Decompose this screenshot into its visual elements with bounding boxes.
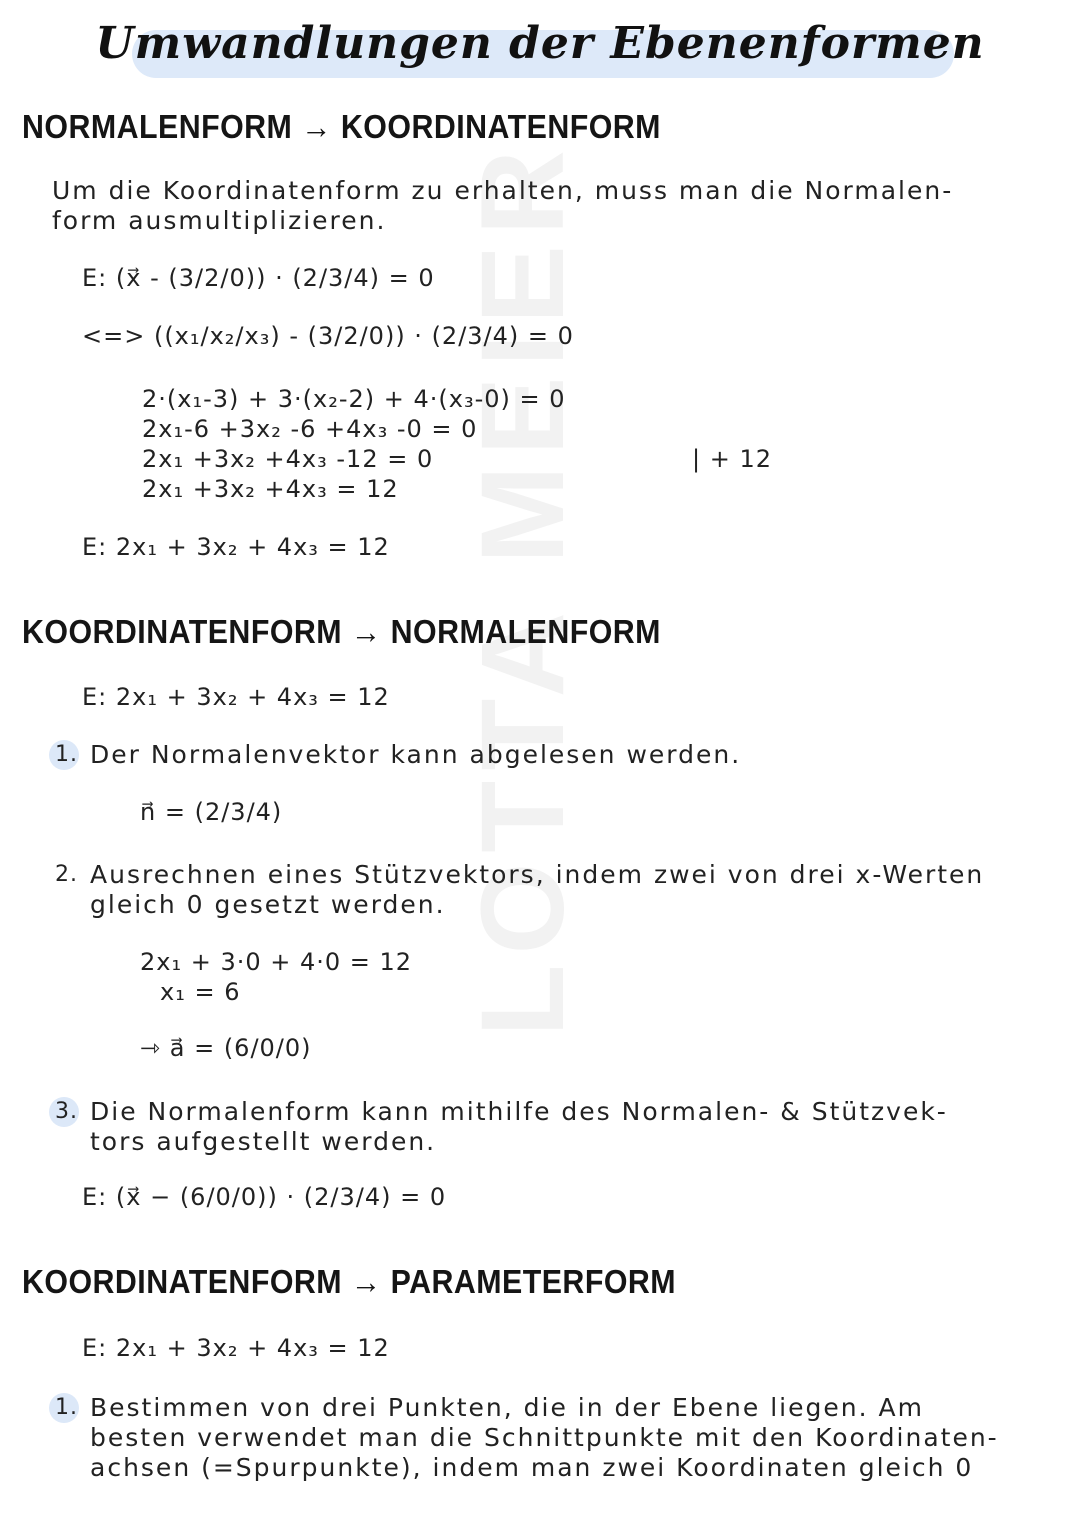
step-number-1: 1. [55, 742, 78, 767]
calc-note: | + 12 [692, 445, 772, 473]
intro-line-1: Um die Koordinatenform zu erhalten, muss man die Normalen- [52, 176, 954, 205]
heading-normal-to-coordinate: NORMALENFORM → KOORDINATENFORM [22, 108, 661, 145]
coordinate-form-result: E: 2x₁ + 3x₂ + 4x₃ = 12 [82, 533, 390, 561]
step-p1-line-2: besten verwendet man die Schnittpunkte mit den Koordinaten- [90, 1423, 999, 1452]
step-3-line-2: tors aufgestellt werden. [90, 1127, 437, 1156]
support-calc-1: 2x₁ + 3·0 + 4·0 = 12 [140, 948, 413, 976]
coordinate-form-equation-2: E: 2x₁ + 3x₂ + 4x₃ = 12 [82, 1334, 390, 1362]
step-number-p1: 1. [55, 1395, 78, 1420]
support-calc-2: x₁ = 6 [160, 978, 241, 1006]
calc-line-2: 2x₁-6 +3x₂ -6 +4x₃ -0 = 0 [142, 415, 478, 443]
calc-line-4: 2x₁ +3x₂ +4x₃ = 12 [142, 475, 399, 503]
step-2-line-2: gleich 0 gesetzt werden. [90, 890, 446, 919]
step-p1-line-1: Bestimmen von drei Punkten, die in der Ebene liegen. Am [90, 1393, 924, 1422]
heading-coordinate-to-parameter: KOORDINATENFORM → PARAMETERFORM [22, 1263, 677, 1300]
step-number-2: 2. [55, 862, 78, 887]
step-p1-line-3: achsen (=Spurpunkte), indem man zwei Koordinaten gleich 0 [90, 1453, 974, 1482]
step-3-line-1: Die Normalenform kann mithilfe des Normalen- & Stützvek- [90, 1097, 948, 1126]
expanded-normal-form: <=> ((x₁/x₂/x₃) - (3/2/0)) · (2/3/4) = 0 [82, 322, 574, 350]
normal-form-equation: E: (x⃗ - (3/2/0)) · (2/3/4) = 0 [82, 264, 435, 292]
normal-vector: n⃗ = (2/3/4) [140, 798, 283, 826]
step-2-line-1: Ausrechnen eines Stützvektors, indem zwei von drei x-Werten [90, 860, 985, 889]
step-number-3: 3. [55, 1099, 78, 1124]
watermark: LOTTA MEIER [457, 140, 589, 1037]
intro-line-2: form ausmultiplizieren. [52, 206, 387, 235]
normal-form-result: E: (x⃗ − (6/0/0)) · (2/3/4) = 0 [82, 1183, 447, 1211]
support-vector: ⇾ a⃗ = (6/0/0) [140, 1034, 312, 1062]
heading-coordinate-to-normal: KOORDINATENFORM → NORMALENFORM [22, 613, 661, 650]
calc-line-3: 2x₁ +3x₂ +4x₃ -12 = 0 [142, 445, 434, 473]
page-title: Umwandlungen der Ebenenformen [95, 18, 985, 69]
calc-line-1: 2·(x₁-3) + 3·(x₂-2) + 4·(x₃-0) = 0 [142, 385, 566, 413]
step-1-text: Der Normalenvektor kann abgelesen werden. [90, 740, 742, 769]
coordinate-form-equation: E: 2x₁ + 3x₂ + 4x₃ = 12 [82, 683, 390, 711]
